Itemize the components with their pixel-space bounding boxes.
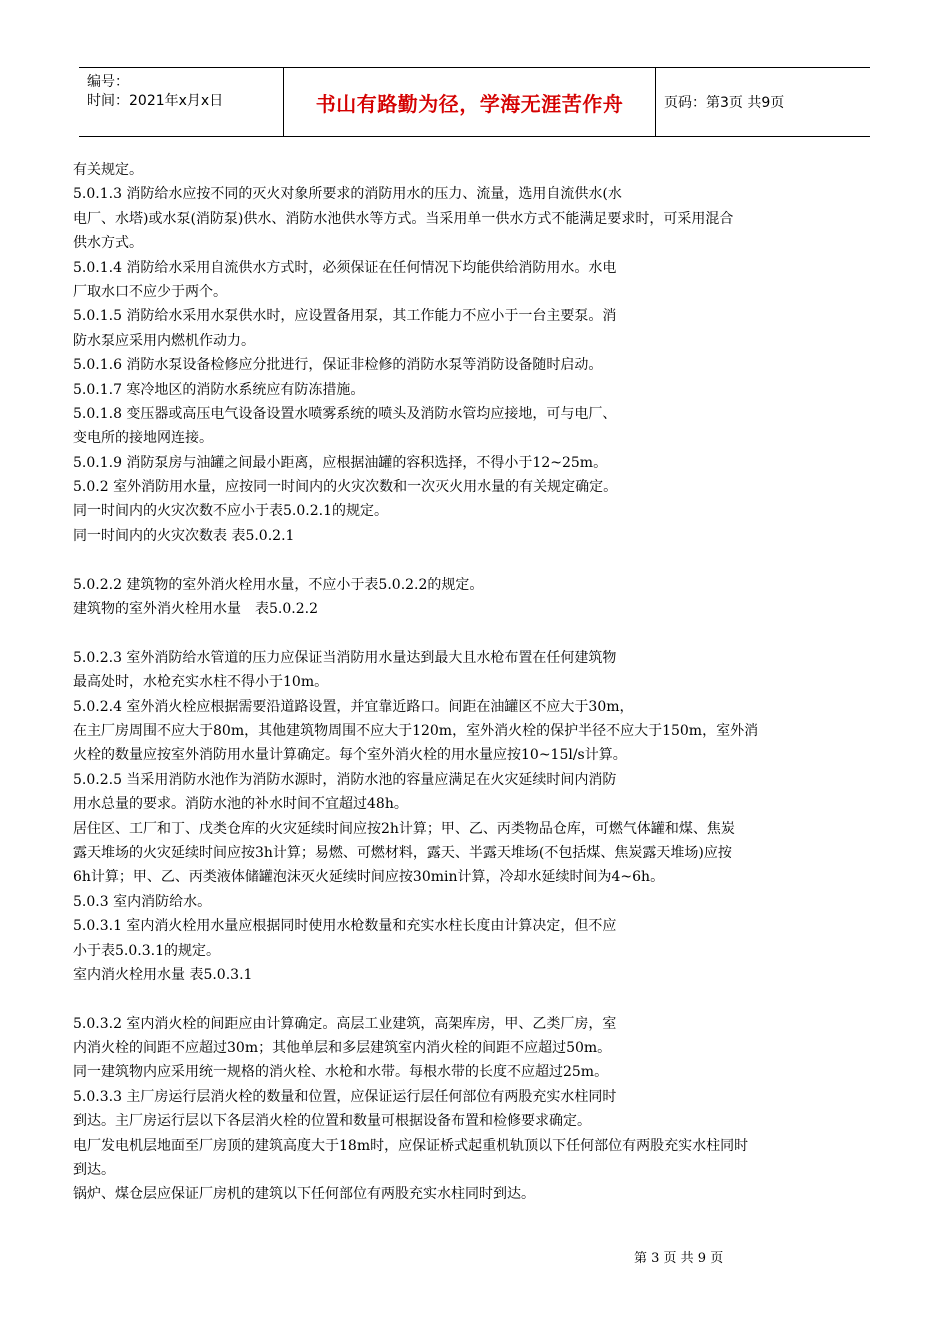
body-line [73, 548, 883, 572]
body-line: 5.0.2.2 建筑物的室外消火栓用水量，不应小于表5.0.2.2的规定。 [73, 576, 484, 593]
body-line: 5.0.3.3 主厂房运行层消火栓的数量和位置，应保证运行层任何部位有两股充实水柱同时 [73, 1088, 617, 1105]
body-line: 厂取水口不应少于两个。 [73, 283, 227, 300]
body-line: 5.0.2 室外消防用水量，应按同一时间内的火灾次数和一次灭火用水量的有关规定确定。 [73, 479, 618, 496]
body-line: 6h计算；甲、乙、丙类液体储罐泡沫灭火延续时间应按30min计算，冷却水延续时间为4~6h。 [73, 869, 665, 886]
body-line: 到达。主厂房运行层以下各层消火栓的位置和数量可根据设备布置和检修要求确定。 [73, 1113, 591, 1130]
body-line: 用水总量的要求。消防水池的补水时间不宜超过48h。 [73, 796, 408, 813]
body-line: 电厂、水塔)或水泵(消防泵)供水、消防水池供水等方式。当采用单一供水方式不能满足要求时，可采用混合 [73, 210, 734, 227]
body-line: 5.0.2.3 室外消防给水管道的压力应保证当消防用水量达到最大且水枪布置在任何建筑物 [73, 649, 617, 666]
body-line: 5.0.2.4 室外消火栓应根据需要沿道路设置，并宜靠近路口。间距在油罐区不应大于30m， [73, 698, 634, 715]
body-line: 电厂发电机层地面至厂房顶的建筑高度大于18m时，应保证桥式起重机轨顶以下任何部位有两股充实水柱同时 [73, 1137, 749, 1154]
body-line: 5.0.1.6 消防水泵设备检修应分批进行，保证非检修的消防水泵等消防设备随时启动。 [73, 357, 603, 374]
body-line: 5.0.1.7 寒冷地区的消防水系统应有防冻措施。 [73, 381, 365, 398]
body-line: 5.0.1.5 消防给水采用水泵供水时，应设置备用泵，其工作能力不应小于一台主要泵。消 [73, 308, 617, 325]
page-header [79, 67, 870, 137]
body-line: 有关规定。 [73, 162, 143, 178]
header-slogan: 书山有路勤为径，学海无涯苦作舟 [284, 68, 656, 136]
body-line: 5.0.3 室内消防给水。 [73, 893, 212, 910]
header-number-label: 编号： [87, 74, 129, 90]
header-meta [79, 68, 284, 136]
body-line: 同一时间内的火灾次数不应小于表5.0.2.1的规定。 [73, 503, 388, 520]
body-line: 小于表5.0.3.1的规定。 [73, 942, 220, 959]
body-line: 锅炉、煤仓层应保证厂房机的建筑以下任何部位有两股充实水柱同时到达。 [73, 1186, 535, 1203]
body-line: 5.0.1.4 消防给水采用自流供水方式时，必须保证在任何情况下均能供给消防用水。水电 [73, 259, 617, 276]
body-line: 同一建筑物内应采用统一规格的消火栓、水枪和水带。每根水带的长度不应超过25m。 [73, 1064, 609, 1081]
body-line: 露天堆场的火灾延续时间应按3h计算；易燃、可燃材料，露天、半露天堆场(不包括煤、焦炭露天堆场)应按 [73, 844, 732, 861]
body-line: 5.0.3.2 室内消火栓的间距应由计算确定。高层工业建筑，高架库房，甲、乙类厂房，室 [73, 1015, 617, 1032]
body-line [73, 621, 883, 645]
body-line: 居住区、工厂和丁、戊类仓库的火灾延续时间应按2h计算；甲、乙、丙类物品仓库，可燃气体罐和煤、焦炭 [73, 820, 735, 837]
header-time-label: 时间：2021年x月x日 [87, 93, 224, 109]
body-line: 5.0.3.1 室内消火栓用水量应根据同时使用水枪数量和充实水柱长度由计算决定，但不应 [73, 918, 617, 935]
body-line: 室内消火栓用水量 表5.0.3.1 [73, 966, 253, 983]
body-line: 供水方式。 [73, 235, 143, 252]
body-line: 5.0.1.9 消防泵房与油罐之间最小距离，应根据油罐的容积选择，不得小于12~25m。 [73, 454, 608, 471]
body-line: 到达。 [73, 1162, 115, 1179]
body-line: 变电所的接地网连接。 [73, 430, 213, 447]
body-line: 同一时间内的火灾次数表 表5.0.2.1 [73, 527, 295, 544]
page-footer: 第 3 页 共 9 页 [634, 1251, 724, 1266]
body-line: 建筑物的室外消火栓用水量 表5.0.2.2 [73, 601, 318, 618]
body-line: 内消火栓的间距不应超过30m；其他单层和多层建筑室内消火栓的间距不应超过50m。 [73, 1040, 612, 1057]
header-page-info: 页码：第3页 共9页 [664, 95, 785, 111]
body-line: 5.0.1.3 消防给水应按不同的灭火对象所要求的消防用水的压力、流量，选用自流供水(水 [73, 186, 622, 203]
body-line: 5.0.1.8 变压器或高压电气设备设置水喷雾系统的喷头及消防水管均应接地，可与电厂、 [73, 405, 617, 422]
body-line: 5.0.2.5 当采用消防水池作为消防水源时，消防水池的容量应满足在火灾延续时间内消防 [73, 771, 617, 788]
body-line: 在主厂房周围不应大于80m，其他建筑物周围不应大于120m，室外消火栓的保护半径不应大于150m，室外消 [73, 722, 759, 739]
body-line [73, 987, 883, 1011]
body-line: 火栓的数量应按室外消防用水量计算确定。每个室外消火栓的用水量应按10~15l/s计算。 [73, 747, 627, 764]
document-body [73, 158, 883, 1207]
body-line: 最高处时，水枪充实水柱不得小于10m。 [73, 674, 329, 691]
body-line: 防水泵应采用内燃机作动力。 [73, 332, 255, 349]
